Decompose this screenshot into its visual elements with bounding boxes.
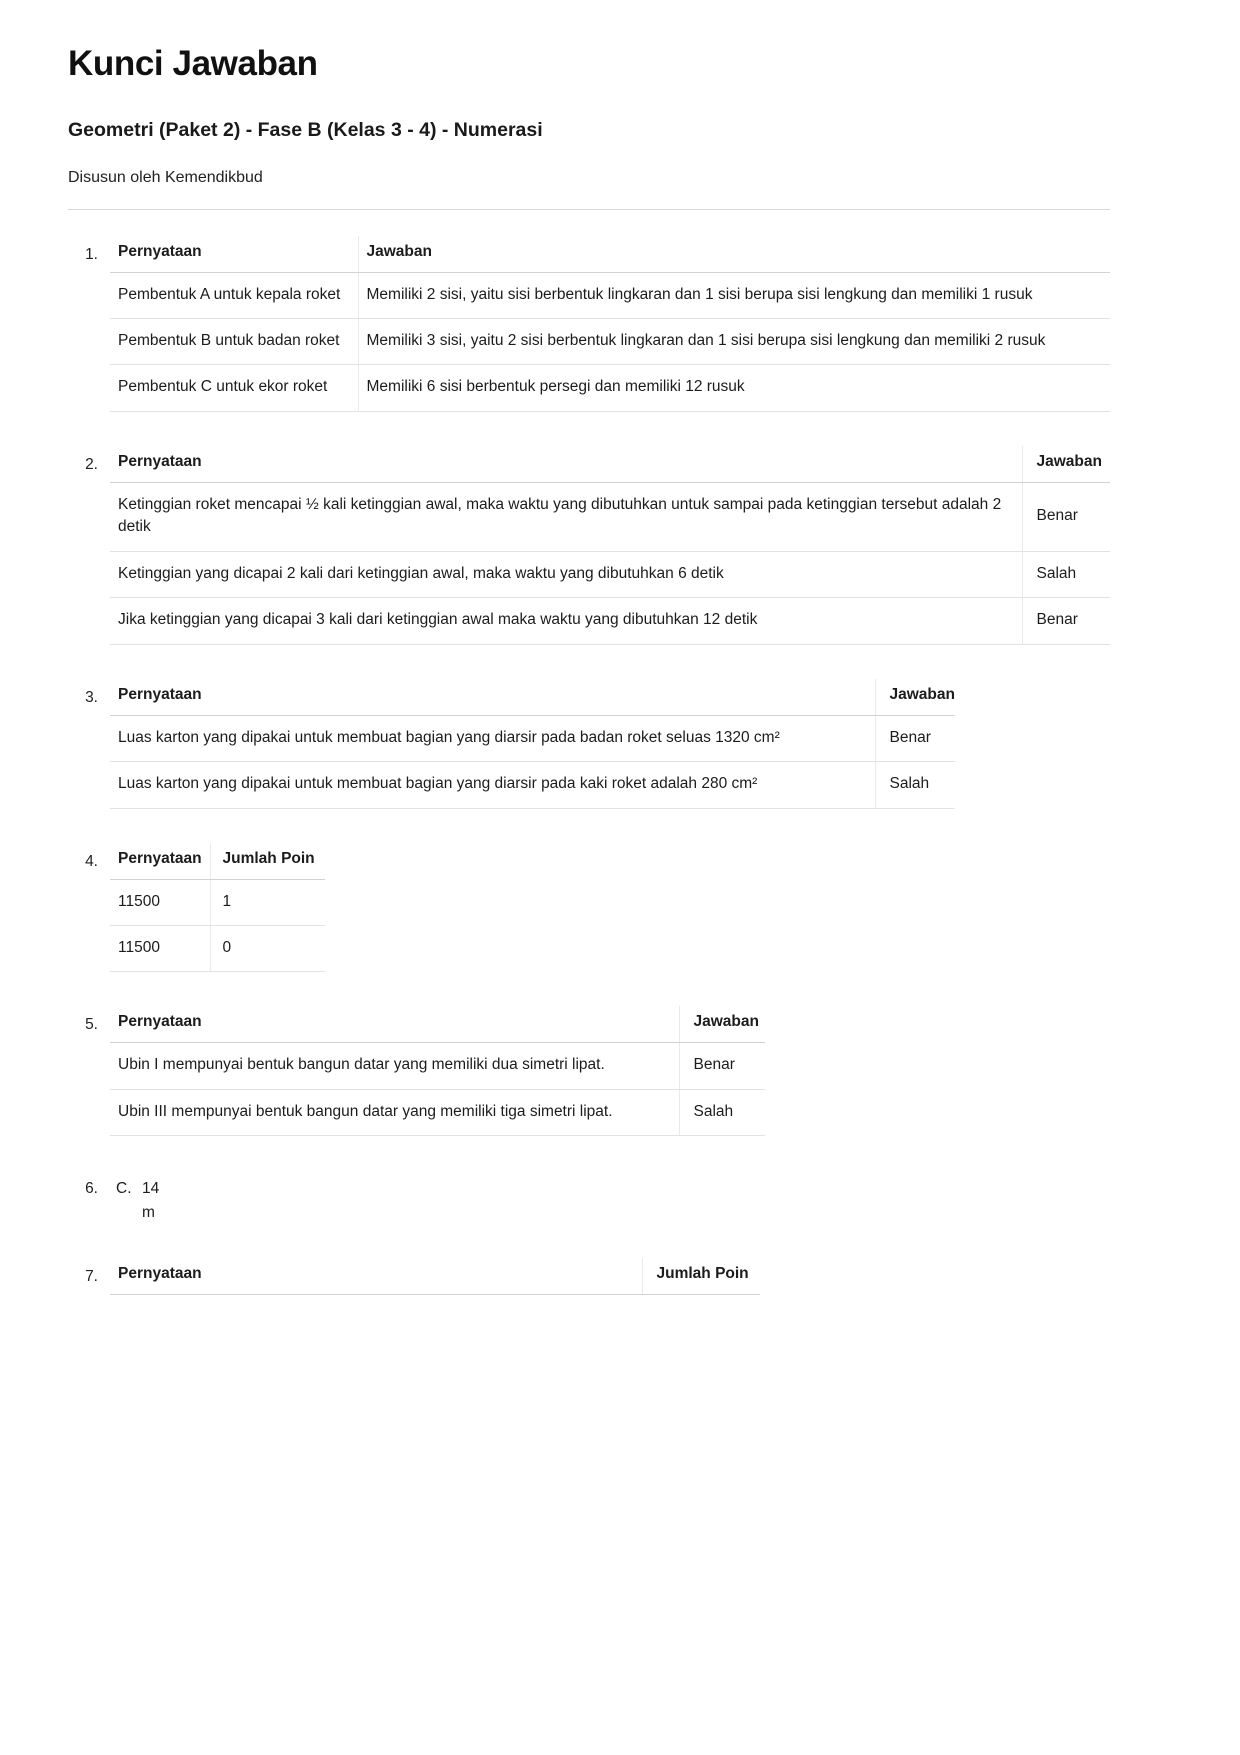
table-row <box>110 272 1110 318</box>
cell-jawaban: Memiliki 3 sisi, yaitu 2 sisi berbentuk lingkaran dan 1 sisi berupa sisi lengkung dan memiliki 2 rusuk <box>358 319 1110 365</box>
cell-pernyataan: Jika ketinggian yang dicapai 3 kali dari ketinggian awal maka waktu yang dibutuhkan 12 detik <box>110 598 1022 644</box>
cell-pernyataan: 11500 <box>110 926 210 972</box>
table-header-row <box>110 843 325 879</box>
question-number: 4. <box>85 852 98 870</box>
cell-jawaban: Benar <box>1022 598 1110 644</box>
column-header-jawaban: Jawaban <box>358 236 1110 272</box>
question-body <box>110 446 1110 645</box>
cell-pernyataan: Pembentuk B untuk badan roket <box>110 319 358 365</box>
column-header-jumlah-poin: Jumlah Poin <box>642 1258 760 1294</box>
table-header-row <box>110 1006 765 1042</box>
cell-jawaban: Salah <box>875 762 955 808</box>
cell-pernyataan: Pembentuk A untuk kepala roket <box>110 272 358 318</box>
table-header-row <box>110 236 1110 272</box>
column-header-pernyataan: Pernyataan <box>110 843 210 879</box>
cell-pernyataan: Ketinggian yang dicapai 2 kali dari ketinggian awal, maka waktu yang dibutuhkan 6 detik <box>110 551 1022 597</box>
cell-jumlah-poin: 0 <box>210 926 325 972</box>
question-block-6 <box>68 1170 1110 1224</box>
table-row <box>110 715 955 761</box>
choice-letter: C. <box>116 1180 132 1198</box>
table-row <box>110 551 1110 597</box>
question-block-7 <box>68 1258 1110 1295</box>
answer-table-2 <box>110 446 1110 645</box>
question-number: 1. <box>85 245 98 263</box>
table-header-row <box>110 1258 760 1294</box>
table-row <box>110 879 325 925</box>
multiple-choice-answer <box>110 1170 1110 1224</box>
cell-pernyataan: 11500 <box>110 879 210 925</box>
question-number: 7. <box>85 1267 98 1285</box>
question-block-2 <box>68 446 1110 645</box>
cell-jawaban: Salah <box>1022 551 1110 597</box>
question-body <box>110 1006 1110 1136</box>
column-header-pernyataan: Pernyataan <box>110 446 1022 482</box>
cell-pernyataan: Ubin I mempunyai bentuk bangun datar yang memiliki dua simetri lipat. <box>110 1043 679 1089</box>
table-row <box>110 482 1110 551</box>
answer-table-1 <box>110 236 1110 412</box>
document-subtitle: Geometri (Paket 2) - Fase B (Kelas 3 - 4) - Numerasi <box>68 119 543 142</box>
answer-table-7 <box>110 1258 760 1295</box>
question-block-4 <box>68 843 1110 973</box>
choice-value: 14 m <box>142 1180 160 1221</box>
question-body <box>110 1170 1110 1224</box>
table-header-row <box>110 446 1110 482</box>
cell-pernyataan: Luas karton yang dipakai untuk membuat bagian yang diarsir pada kaki roket adalah 280 cm² <box>110 762 875 808</box>
cell-jawaban: Benar <box>1022 482 1110 551</box>
cell-pernyataan: Pembentuk C untuk ekor roket <box>110 365 358 411</box>
column-header-jawaban: Jawaban <box>679 1006 765 1042</box>
table-row <box>110 319 1110 365</box>
question-number: 6. <box>85 1180 98 1198</box>
cell-jawaban: Memiliki 6 sisi berbentuk persegi dan memiliki 12 rusuk <box>358 365 1110 411</box>
document-author: Disusun oleh Kemendikbud <box>68 168 263 186</box>
cell-pernyataan: Ubin III mempunyai bentuk bangun datar yang memiliki tiga simetri lipat. <box>110 1089 679 1135</box>
cell-jumlah-poin: 1 <box>210 879 325 925</box>
question-body <box>110 236 1110 412</box>
column-header-pernyataan: Pernyataan <box>110 679 875 715</box>
answer-table-5 <box>110 1006 765 1136</box>
cell-jawaban: Benar <box>875 715 955 761</box>
cell-pernyataan: Luas karton yang dipakai untuk membuat bagian yang diarsir pada badan roket seluas 1320 cm² <box>110 715 875 761</box>
header-divider <box>68 209 1110 210</box>
cell-jawaban: Salah <box>679 1089 765 1135</box>
page-title: Kunci Jawaban <box>68 44 318 83</box>
column-header-jumlah-poin: Jumlah Poin <box>210 843 325 879</box>
question-number: 3. <box>85 688 98 706</box>
column-header-jawaban: Jawaban <box>1022 446 1110 482</box>
question-block-5 <box>68 1006 1110 1136</box>
cell-jawaban: Benar <box>679 1043 765 1089</box>
table-row <box>110 762 955 808</box>
column-header-jawaban: Jawaban <box>875 679 955 715</box>
answer-table-4 <box>110 843 325 973</box>
question-body <box>110 843 1110 973</box>
column-header-pernyataan: Pernyataan <box>110 236 358 272</box>
question-number: 5. <box>85 1016 98 1034</box>
question-block-1 <box>68 236 1110 412</box>
table-row <box>110 926 325 972</box>
cell-jawaban: Memiliki 2 sisi, yaitu sisi berbentuk lingkaran dan 1 sisi berupa sisi lengkung dan memiliki 1 rusuk <box>358 272 1110 318</box>
question-body <box>110 1258 1110 1295</box>
question-block-3 <box>68 679 1110 809</box>
cell-pernyataan: Ketinggian roket mencapai ½ kali ketinggian awal, maka waktu yang dibutuhkan untuk sampai pada ketinggian tersebut adalah 2 detik <box>110 482 1022 551</box>
table-row <box>110 598 1110 644</box>
table-row <box>110 1043 765 1089</box>
question-body <box>110 679 1110 809</box>
table-row <box>110 365 1110 411</box>
table-row <box>110 1089 765 1135</box>
answer-table-3 <box>110 679 955 809</box>
table-header-row <box>110 679 955 715</box>
column-header-pernyataan: Pernyataan <box>110 1006 679 1042</box>
question-number: 2. <box>85 455 98 473</box>
column-header-pernyataan: Pernyataan <box>110 1258 642 1294</box>
